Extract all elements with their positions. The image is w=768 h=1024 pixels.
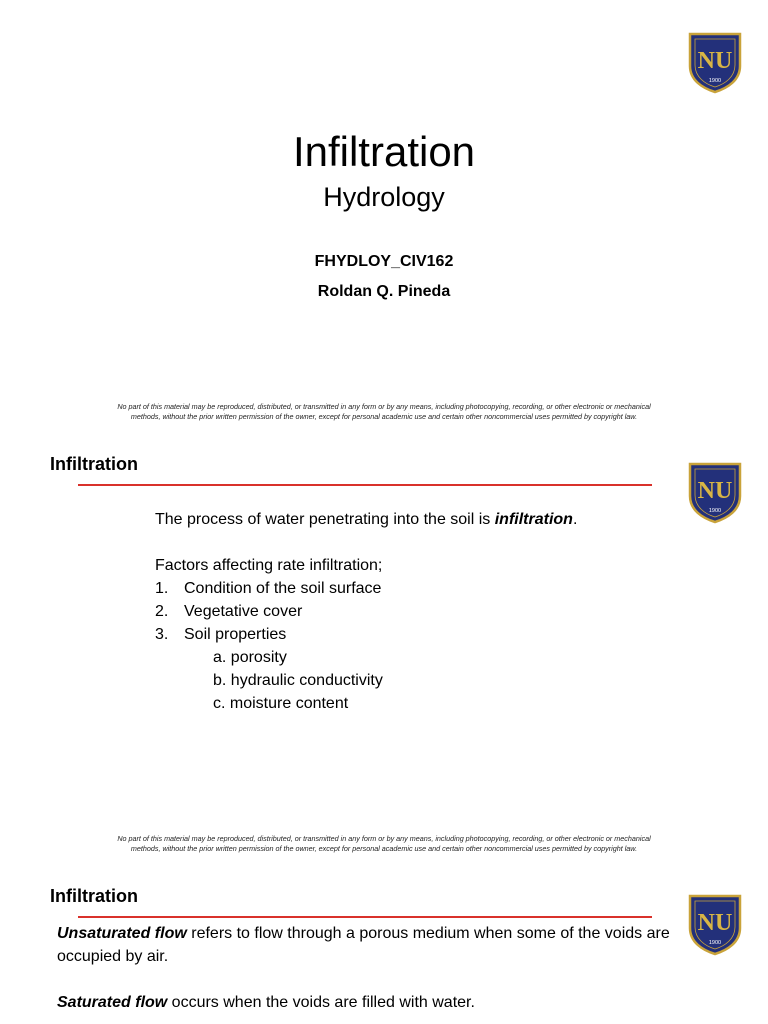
definition-text bbox=[155, 508, 577, 531]
heading-divider bbox=[78, 916, 652, 918]
sub-list-item: a. porosity bbox=[213, 649, 287, 666]
definition-prefix: The process of water penetrating into the soil is bbox=[155, 511, 495, 528]
page-title: Infiltration bbox=[292, 128, 476, 175]
list-text: Condition of the soil surface bbox=[184, 580, 382, 597]
factors-heading: Factors affecting rate infiltration; bbox=[155, 557, 383, 574]
university-logo-icon bbox=[686, 30, 744, 94]
list-number: 2. bbox=[155, 603, 169, 620]
slide-heading: Infiltration bbox=[50, 886, 138, 906]
list-text: Soil properties bbox=[184, 626, 287, 643]
logo-letters: NU bbox=[697, 48, 733, 74]
unsaturated-flow-term: Unsaturated flow bbox=[57, 925, 187, 942]
saturated-flow-text: occurs when the voids are filled with water. bbox=[167, 994, 475, 1011]
sub-list-item: b. hydraulic conductivity bbox=[213, 672, 383, 689]
heading-divider bbox=[78, 484, 652, 486]
university-logo-icon bbox=[686, 460, 744, 524]
disclaimer-line-2: methods, without the prior written permission of the owner, except for personal academic use and certain other noncommercial uses permitted by copyright law. bbox=[130, 412, 638, 421]
logo-letters: NU bbox=[697, 910, 733, 936]
slide-body bbox=[57, 922, 737, 1014]
logo-year: 1900 bbox=[708, 940, 722, 946]
logo-year: 1900 bbox=[708, 78, 722, 84]
page-subtitle: Hydrology bbox=[323, 182, 445, 212]
disclaimer-line-1: No part of this material may be reproduced, distributed, or transmitted in any form or by any means, including photocopying, recording, or other electronic or mechanical bbox=[117, 402, 651, 411]
author-name: Roldan Q. Pineda bbox=[317, 283, 451, 300]
definition-suffix: . bbox=[572, 511, 578, 528]
unsaturated-flow-definition bbox=[57, 922, 737, 968]
saturated-flow-definition bbox=[57, 991, 737, 1014]
slide-body bbox=[155, 508, 577, 715]
copyright-disclaimer bbox=[52, 834, 716, 854]
disclaimer-line-2: methods, without the prior written permission of the owner, except for personal academic use and certain other noncommercial uses permitted by copyright law. bbox=[130, 844, 638, 853]
list-text: Vegetative cover bbox=[184, 603, 303, 620]
list-number: 3. bbox=[155, 626, 169, 643]
course-code: FHYDLOY_CIV162 bbox=[314, 253, 454, 270]
sub-list-item: c. moisture content bbox=[213, 695, 349, 712]
saturated-flow-term: Saturated flow bbox=[57, 994, 168, 1011]
logo-letters: NU bbox=[697, 478, 733, 504]
definition-term: infiltration bbox=[494, 511, 573, 528]
flow-types-slide bbox=[0, 864, 768, 1024]
logo-year: 1900 bbox=[708, 508, 722, 514]
list-item bbox=[155, 577, 577, 600]
university-logo-icon bbox=[686, 892, 744, 956]
list-item bbox=[155, 623, 577, 646]
title-slide bbox=[0, 0, 768, 432]
unsaturated-flow-text: refers to flow through a porous medium when some of the voids are occupied by air. bbox=[57, 925, 670, 965]
copyright-disclaimer bbox=[52, 402, 716, 422]
disclaimer-line-1: No part of this material may be reproduced, distributed, or transmitted in any form or by any means, including photocopying, recording, or other electronic or mechanical bbox=[117, 834, 651, 843]
slide-heading: Infiltration bbox=[50, 454, 138, 474]
definition-slide bbox=[0, 432, 768, 864]
list-item bbox=[155, 600, 577, 623]
list-number: 1. bbox=[155, 580, 169, 597]
